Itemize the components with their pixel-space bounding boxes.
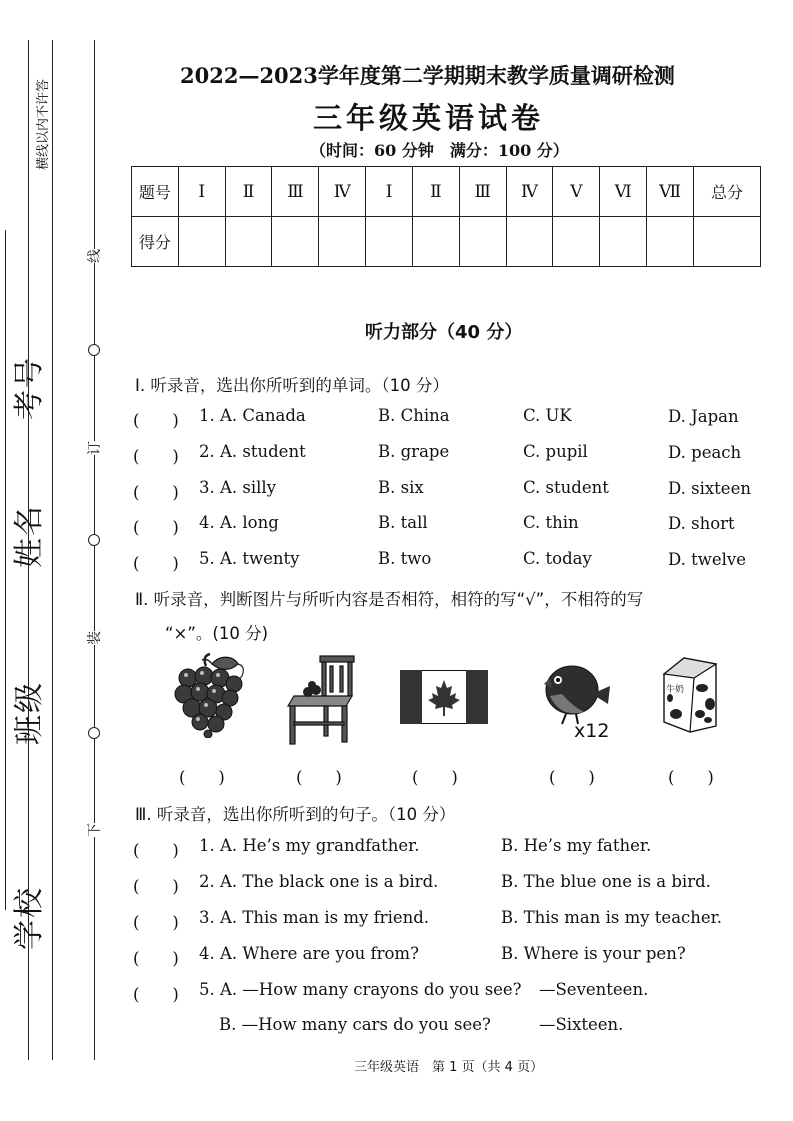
score-cell[interactable] bbox=[600, 217, 647, 267]
option-d: D. sixteen bbox=[668, 479, 751, 498]
option-a: 4. A. long bbox=[199, 513, 279, 532]
option-b: B. tall bbox=[378, 513, 428, 532]
option-a: 5. A. twenty bbox=[199, 549, 300, 568]
answer-blank-pic-4[interactable]: ( ) bbox=[549, 768, 595, 787]
number-label: 考号 bbox=[12, 356, 47, 420]
score-col: Ⅵ bbox=[600, 167, 647, 217]
binding-hole bbox=[88, 727, 100, 739]
option-b: B. six bbox=[378, 478, 424, 497]
option-b: B. two bbox=[378, 549, 432, 568]
exam-subtitle: 三年级英语试卷 bbox=[313, 101, 545, 135]
score-col: Ⅶ bbox=[647, 167, 694, 217]
answer-blank[interactable]: ( ) bbox=[133, 518, 179, 537]
binding-char-mount: 装 bbox=[82, 631, 106, 645]
option-a: 3. A. silly bbox=[199, 478, 277, 497]
score-col: Ⅲ bbox=[272, 167, 319, 217]
sentence-a-reply: —Seventeen. bbox=[539, 980, 649, 999]
option-a: 2. A. student bbox=[199, 442, 306, 461]
option-c: C. today bbox=[523, 549, 592, 568]
binding-notice: 横线以内不许答 bbox=[36, 78, 51, 170]
sentence-a: 2. A. The black one is a bird. bbox=[199, 872, 439, 891]
school-label: 学校 bbox=[12, 886, 47, 950]
score-row-header: 题号 bbox=[132, 167, 179, 217]
exam-info: （时间：60 分钟 满分：100 分） bbox=[310, 141, 569, 160]
option-d: D. Japan bbox=[668, 407, 739, 426]
milk-carton-picture bbox=[656, 656, 722, 734]
canada-flag-picture bbox=[400, 670, 488, 724]
binding-hole bbox=[88, 344, 100, 356]
score-total-cell[interactable] bbox=[694, 217, 761, 267]
score-cell[interactable] bbox=[553, 217, 600, 267]
score-col: Ⅲ bbox=[459, 167, 506, 217]
grapes-picture bbox=[172, 652, 248, 738]
listening-title: 听力部分（40 分） bbox=[365, 322, 523, 343]
binding-char-line: 线 bbox=[82, 249, 106, 263]
page-footer: 三年级英语 第 1 页（共 4 页） bbox=[354, 1060, 544, 1075]
score-col: Ⅳ bbox=[319, 167, 366, 217]
exam-title: 2022—2023学年度第二学期期末教学质量调研检测 bbox=[180, 63, 675, 88]
option-d: D. twelve bbox=[668, 550, 747, 569]
score-cell[interactable] bbox=[647, 217, 694, 267]
option-c: C. pupil bbox=[523, 442, 588, 461]
sentence-b: B. He’s my father. bbox=[501, 836, 652, 855]
score-cell[interactable] bbox=[506, 217, 553, 267]
part2-heading-cont: “×”。(10 分) bbox=[165, 624, 269, 643]
answer-blank-pic-5[interactable]: ( ) bbox=[668, 768, 714, 787]
option-a: 1. A. Canada bbox=[199, 406, 306, 425]
binding-char-below: 下 bbox=[82, 823, 106, 837]
score-cell[interactable] bbox=[178, 217, 225, 267]
option-b: B. China bbox=[378, 406, 450, 425]
score-col: Ⅱ bbox=[225, 167, 272, 217]
part1-heading: Ⅰ. 听录音，选出你所听到的单词。（10 分） bbox=[135, 376, 449, 395]
answer-blank-pic-1[interactable]: ( ) bbox=[179, 768, 225, 787]
option-d: D. peach bbox=[668, 443, 742, 462]
answer-blank-pic-2[interactable]: ( ) bbox=[296, 768, 342, 787]
option-c: C. UK bbox=[523, 406, 572, 425]
sentence-b: B. Where is your pen? bbox=[501, 944, 686, 963]
answer-blank[interactable]: ( ) bbox=[133, 554, 179, 573]
sentence-b: B. This man is my teacher. bbox=[501, 908, 722, 927]
score-col: Ⅳ bbox=[506, 167, 553, 217]
option-b: B. grape bbox=[378, 442, 450, 461]
sentence-a-question: 5. A. —How many crayons do you see? bbox=[199, 980, 522, 999]
sentence-a: 1. A. He’s my grandfather. bbox=[199, 836, 420, 855]
sentence-b: B. The blue one is a bird. bbox=[501, 872, 711, 891]
name-label: 姓名 bbox=[12, 504, 47, 568]
class-label: 班级 bbox=[12, 681, 47, 745]
option-d: D. short bbox=[668, 514, 735, 533]
score-col: Ⅴ bbox=[553, 167, 600, 217]
score-col: Ⅱ bbox=[412, 167, 459, 217]
binding-hole bbox=[88, 534, 100, 546]
sentence-a: 3. A. This man is my friend. bbox=[199, 908, 430, 927]
sentence-a: 4. A. Where are you from? bbox=[199, 944, 419, 963]
answer-blank[interactable]: ( ) bbox=[133, 913, 179, 932]
answer-blank[interactable]: ( ) bbox=[133, 411, 179, 430]
score-cell[interactable] bbox=[459, 217, 506, 267]
score-cell[interactable] bbox=[319, 217, 366, 267]
milk-carton-text: 牛奶 bbox=[666, 685, 685, 695]
score-cell[interactable] bbox=[412, 217, 459, 267]
part3-heading: Ⅲ. 听录音，选出你所听到的句子。（10 分） bbox=[135, 805, 456, 824]
score-col: Ⅰ bbox=[178, 167, 225, 217]
sentence-b-question: B. —How many cars do you see? bbox=[219, 1015, 491, 1034]
answer-blank[interactable]: ( ) bbox=[133, 877, 179, 896]
answer-blank[interactable]: ( ) bbox=[133, 447, 179, 466]
score-row-label: 得分 bbox=[132, 217, 179, 267]
answer-blank[interactable]: ( ) bbox=[133, 483, 179, 502]
answer-blank-pic-3[interactable]: ( ) bbox=[412, 768, 458, 787]
score-total-header: 总分 bbox=[694, 167, 761, 217]
bird-count-label: x12 bbox=[574, 720, 610, 742]
answer-blank[interactable]: ( ) bbox=[133, 985, 179, 1004]
score-table bbox=[131, 166, 761, 267]
option-c: C. student bbox=[523, 478, 609, 497]
score-cell[interactable] bbox=[225, 217, 272, 267]
answer-blank[interactable]: ( ) bbox=[133, 949, 179, 968]
part2-heading: Ⅱ. 听录音，判断图片与所听内容是否相符，相符的写“√”，不相符的写 bbox=[135, 590, 644, 609]
option-c: C. thin bbox=[523, 513, 579, 532]
binding-char-bind: 订 bbox=[82, 441, 106, 455]
score-cell[interactable] bbox=[272, 217, 319, 267]
score-cell[interactable] bbox=[366, 217, 413, 267]
score-col: Ⅰ bbox=[366, 167, 413, 217]
chair-picture bbox=[284, 654, 362, 746]
bird-picture bbox=[532, 656, 612, 726]
answer-blank[interactable]: ( ) bbox=[133, 841, 179, 860]
sentence-b-reply: —Sixteen. bbox=[539, 1015, 624, 1034]
